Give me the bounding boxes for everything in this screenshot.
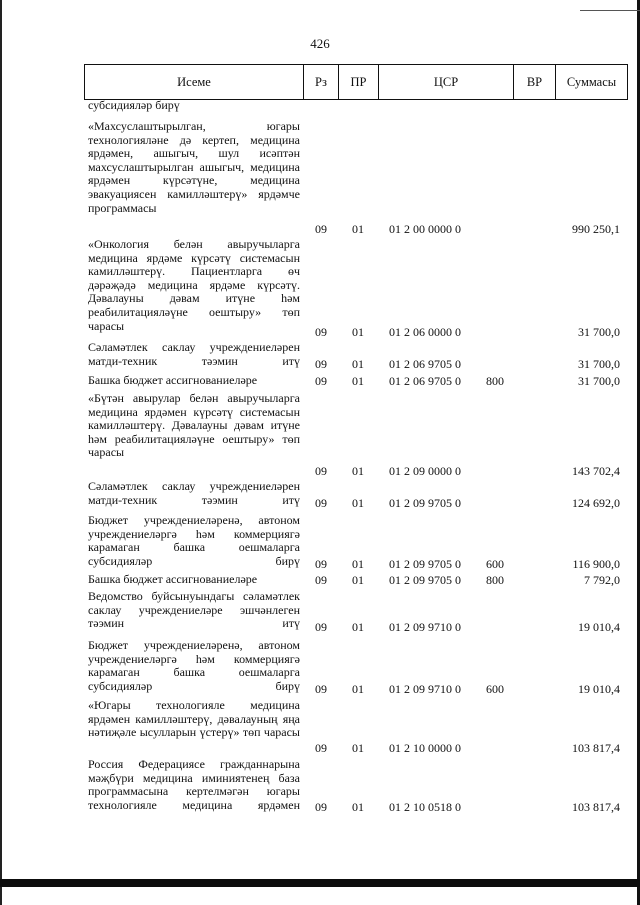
row-name: Сәламәтлек саклау учреждениеләрен матди-техник тәэмин итү [88,340,300,368]
row-pr: 01 [352,741,364,755]
row-csr: 01 2 09 9705 0 [389,557,461,571]
row-name: Ведомство буйсынуындагы сәламәтлек саклау учреждениеләре эшчәнлеген тәэмин итү [88,589,300,631]
row-csr: 01 2 00 0000 0 [389,222,461,236]
row-rz: 09 [315,557,327,571]
row-rz: 09 [315,222,327,236]
row-rz: 09 [315,374,327,388]
row-sum: 116 900,0 [572,557,620,571]
row-pr: 01 [352,464,364,478]
row-rz: 09 [315,464,327,478]
row-rz: 09 [315,325,327,339]
row-name: «Онкология белән авыручыларга медицина ярдәме күрсәтү системасын камилләштерү. Пациентларга өч дәрәҗәдә медицина ярдәме күрсәтү. Дәвалауны дәвам итүне һәм реабилитацияләүне оештыру» төп чарасы [88,237,300,333]
row-name: Сәламәтлек саклау учреждениеләрен матди-техник тәэмин итү [88,479,300,507]
row-name: Башка бюджет ассигнованиеләре [88,373,258,387]
header-rz: Рз [304,65,339,99]
row-sum: 19 010,4 [578,682,620,696]
row-csr: 01 2 06 9705 0 [389,374,461,388]
row-pr: 01 [352,325,364,339]
row-csr: 01 2 09 9705 0 [389,496,461,510]
row-rz: 09 [315,496,327,510]
row-pr: 01 [352,496,364,510]
row-pr: 01 [352,682,364,696]
row-sum: 7 792,0 [584,573,620,587]
header-sum: Суммасы [566,74,617,89]
header-csr: ЦСР [379,65,514,99]
row-pr: 01 [352,357,364,371]
row-name: Башка бюджет ассигнованиеләре [88,572,258,586]
row-csr: 01 2 10 0518 0 [389,800,461,814]
row-csr: 01 2 09 0000 0 [389,464,461,478]
row-csr: 01 2 10 0000 0 [389,741,461,755]
row-sum: 19 010,4 [578,620,620,634]
row-pr: 01 [352,800,364,814]
row-csr: 01 2 09 9710 0 [389,682,461,696]
header-vr: ВР [514,65,556,99]
header-name: Исеме [85,65,304,99]
row-name: «Югары технологияле медицина ярдәмен камилләштерү, дәвалауның яңа нәтиҗәле ысулларын үстерү» төп чарасы [88,698,300,740]
row-sum: 103 817,4 [572,800,620,814]
scan-bottom-bar [0,879,640,887]
row-rz: 09 [315,357,327,371]
header-pr: ПР [339,65,379,99]
row-rz: 09 [315,682,327,696]
row-csr: 01 2 06 0000 0 [389,325,461,339]
row-rz: 09 [315,620,327,634]
row-sum: 990 250,1 [572,222,620,236]
row-pr: 01 [352,222,364,236]
row-sum: 31 700,0 [578,357,620,371]
row-name: Россия Федерациясе гражданнарына мәҗбүри медицина иминиятенең база программасына кертелмәгән югары технологияле медицина ярдәмен [88,757,300,812]
row-name: Бюджет учреждениеләренә, автоном учреждениеләргә һәм коммерциягә карамаган башка оешмаларга субсидияләр бирү [88,513,300,568]
row-vr: 800 [486,374,504,388]
row-vr: 800 [486,573,504,587]
row-csr: 01 2 09 9710 0 [389,620,461,634]
row-sum: 31 700,0 [578,374,620,388]
row-name: «Бүтән авырулар белән авыручыларга медицина ярдәмен күрсәтү системасын камилләштерү. Дәвалауны дәвам итүне һәм реабилитацияләүне оештыру» төп чарасы [88,391,300,460]
row-pr: 01 [352,557,364,571]
row-csr: 01 2 09 9705 0 [389,573,461,587]
row-pr: 01 [352,573,364,587]
row-sum: 103 817,4 [572,741,620,755]
row-sum: 124 692,0 [572,496,620,510]
row-rz: 09 [315,573,327,587]
row-name: субсидияләр бирү [88,98,180,112]
row-vr: 600 [486,682,504,696]
row-pr: 01 [352,620,364,634]
row-sum: 143 702,4 [572,464,620,478]
row-rz: 09 [315,800,327,814]
row-name: «Махсуслаштырылган, югары технологияләне дә кертеп, медицина ярдәмен, ашыгыч, шул исәптән махсуслаштырылган ашыгыч, медицина ярдәмен күрсәтүне, медицина эвакуациясен камилләштерү» ярдәмче программасы [88,119,300,215]
row-sum: 31 700,0 [578,325,620,339]
page-number: 426 [310,36,330,51]
row-csr: 01 2 06 9705 0 [389,357,461,371]
row-rz: 09 [315,741,327,755]
row-vr: 600 [486,557,504,571]
row-name: Бюджет учреждениеләренә, автоном учреждениеләргә һәм коммерциягә карамаган башка оешмаларга субсидияләр бирү [88,638,300,693]
row-pr: 01 [352,374,364,388]
